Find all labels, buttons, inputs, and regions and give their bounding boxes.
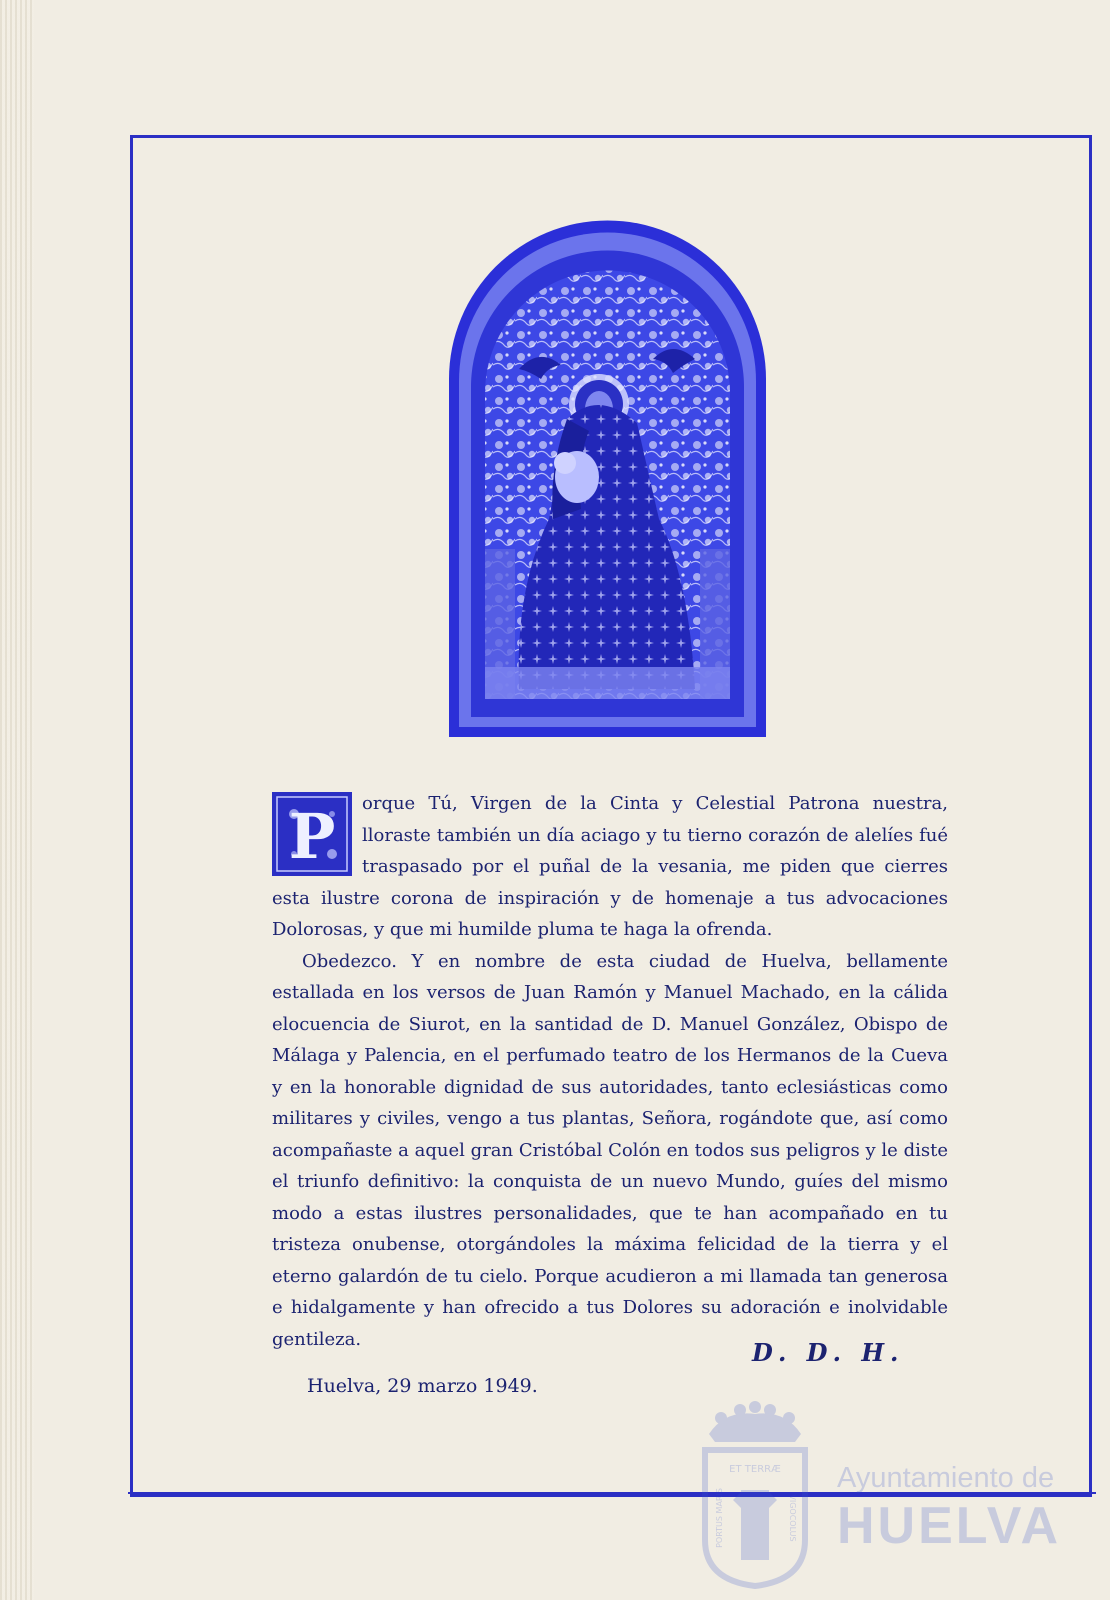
dedication-text: [272, 788, 948, 1355]
dropcap-letter: P: [288, 800, 336, 873]
watermark-logo: [695, 1400, 1062, 1590]
ornamental-dropcap: [272, 792, 352, 876]
signature-initials: D. D. H.: [752, 1338, 905, 1367]
shield-right-text: VIGOCOLUS: [788, 1494, 797, 1542]
virgin-tile-image: [449, 219, 766, 737]
paragraph-1: orque Tú, Virgen de la Cinta y Celestial Patrona nuestra, lloraste también un día aciago y tu tierno corazón de alelíes fué traspasado por el puñal de la vesania, me piden que cierres esta ilustre corona de inspiración y de homenaje a tus advocaciones Dolorosas, y que mi humilde pluma te haga la ofrenda.: [272, 793, 948, 940]
shield-left-text: PORTUS MARIS: [715, 1488, 724, 1548]
shield-top-text: ET TERRÆ: [729, 1464, 781, 1475]
page-edge: [0, 0, 34, 1600]
watermark-city-name: HUELVA: [837, 1497, 1062, 1555]
place-and-date: Huelva, 29 marzo 1949.: [307, 1375, 538, 1397]
watermark-city-label: Ayuntamiento de: [837, 1462, 1055, 1494]
crown-shield-icon: [695, 1400, 815, 1590]
paragraph-2: Obedezco. Y en nombre de esta ciudad de Huelva, bellamente estallada en los versos de Juan Ramón y Manuel Machado, en la cálida elocuencia de Siurot, en la santidad de D. Manuel González, Obispo de Málaga y Palencia, en el perfumado teatro de los Hermanos de la Cueva y en la honorable dignidad de sus autoridades, tanto eclesiásticas como militares y civiles, vengo a tus plantas, Señora, rogándote que, así como acompañaste a aquel gran Cristóbal Colón en todos sus peligros y le diste el triunfo definitivo: la conquista de un nuevo Mundo, guíes del mismo modo a estas ilustres personalidades, que te han acompañado en tu tristeza onubense, otorgándoles la máxima felicidad de la tierra y el eterno galardón de tu cielo. Porque acudieron a mi llamada tan generosa e hidalgamente y han ofrecido a tus Dolores su adoración e inolvidable gentileza.: [272, 950, 948, 1350]
